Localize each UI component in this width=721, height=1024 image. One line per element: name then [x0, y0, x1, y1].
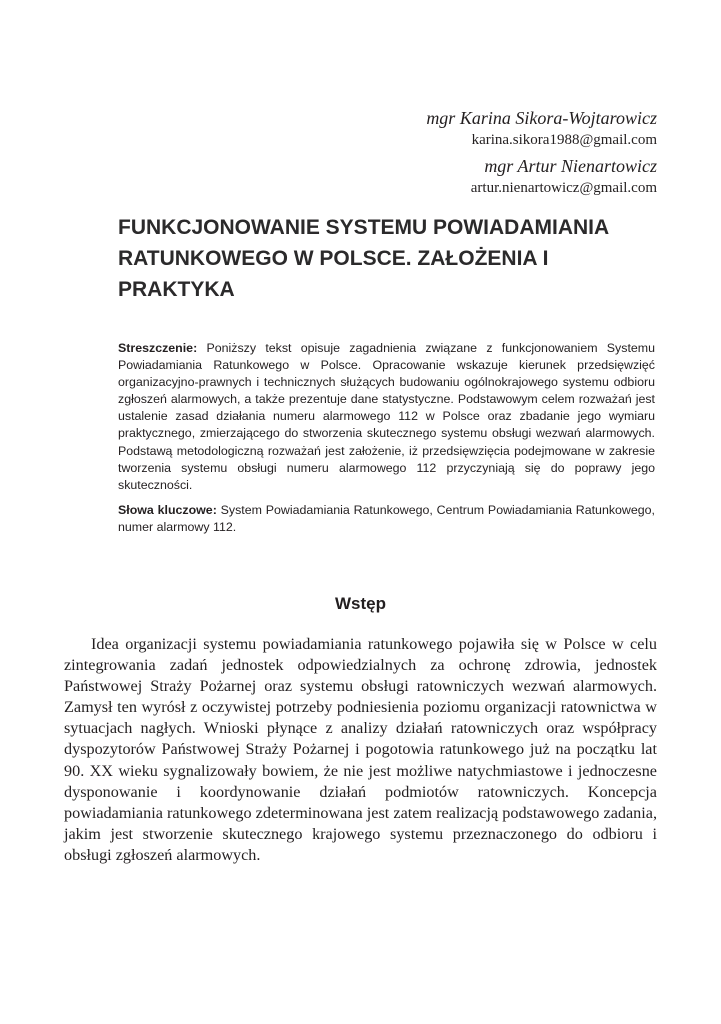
author-email: artur.nienartowicz@gmail.com [470, 180, 657, 196]
abstract-label: Streszczenie: [118, 341, 198, 355]
abstract-text: Poniższy tekst opisuje zagadnienia związane z funkcjonowaniem Systemu Powiadamiania Ratunkowego w Polsce. Opracowanie wskazuje kierunek przedsięwzięć organizacyjno-prawnych i technicznych służących budowaniu ogólnokrajowego systemu odbioru zgłoszeń alarmowych, a także prezentuje dane statystyczne. Podstawowym celem rozważań jest ustalenie zasad działania numeru alarmowego 112 w Polsce oraz zbadanie jego wymiaru praktycznego, zmierzającego do stworzenia skutecznego systemu obsługi wezwań alarmowych. Podstawą metodologiczną rozważań jest założenie, iż przedsięwzięcia podejmowane w zakresie tworzenia systemu obsługi numeru alarmowego 112 przyczyniają się do poprawy jego skuteczności. [118, 341, 655, 492]
author-name: mgr Artur Nienartowicz [484, 156, 657, 176]
author-name: mgr Karina Sikora-Wojtarowicz [426, 108, 657, 128]
body-paragraph: Idea organizacji systemu powiadamiania ratunkowego pojawiła się w Polsce w celu zintegrowania zadań jednostek odpowiedzialnych za ochronę zdrowia, jednostek Państwowej Straży Pożarnej oraz systemu obsługi ratowniczych wezwań alarmowych. Zamysł ten wyrósł z oczywistej potrzeby podniesienia poziomu organizacji ratownictwa w sytuacjach nagłych. Wnioski płynące z analizy działań ratowniczych oraz współpracy dyspozytorów Państwowej Straży Pożarnej i pogotowia ratunkowego już na początku lat 90. XX wieku sygnalizowały bowiem, że nie jest możliwe natychmiastowe i jednoczesne dysponowanie i koordynowanie działań podmiotów ratowniczych. Koncepcja powiadamiania ratunkowego zdeterminowana jest zatem realizacją podstawowego zadania, jakim jest stworzenie skutecznego krajowego systemu przeznaczonego do odbioru i obsługi zgłoszeń alarmowych. [64, 635, 657, 864]
keywords-label: Słowa kluczowe: [118, 503, 217, 517]
keywords-text: System Powiadamiania Ratunkowego, Centrum Powiadamiania Ratunkowego, numer alarmowy 112. [118, 503, 655, 535]
keywords [118, 502, 655, 536]
author-block [426, 106, 657, 202]
section-heading: Wstęp [335, 594, 386, 613]
author-email: karina.sikora1988@gmail.com [471, 132, 657, 148]
abstract [118, 340, 655, 494]
paper-title: FUNKCJONOWANIE SYSTEMU POWIADAMIANIA RATUNKOWEGO W POLSCE. ZAŁOŻENIA I PRAKTYKA [118, 216, 609, 301]
